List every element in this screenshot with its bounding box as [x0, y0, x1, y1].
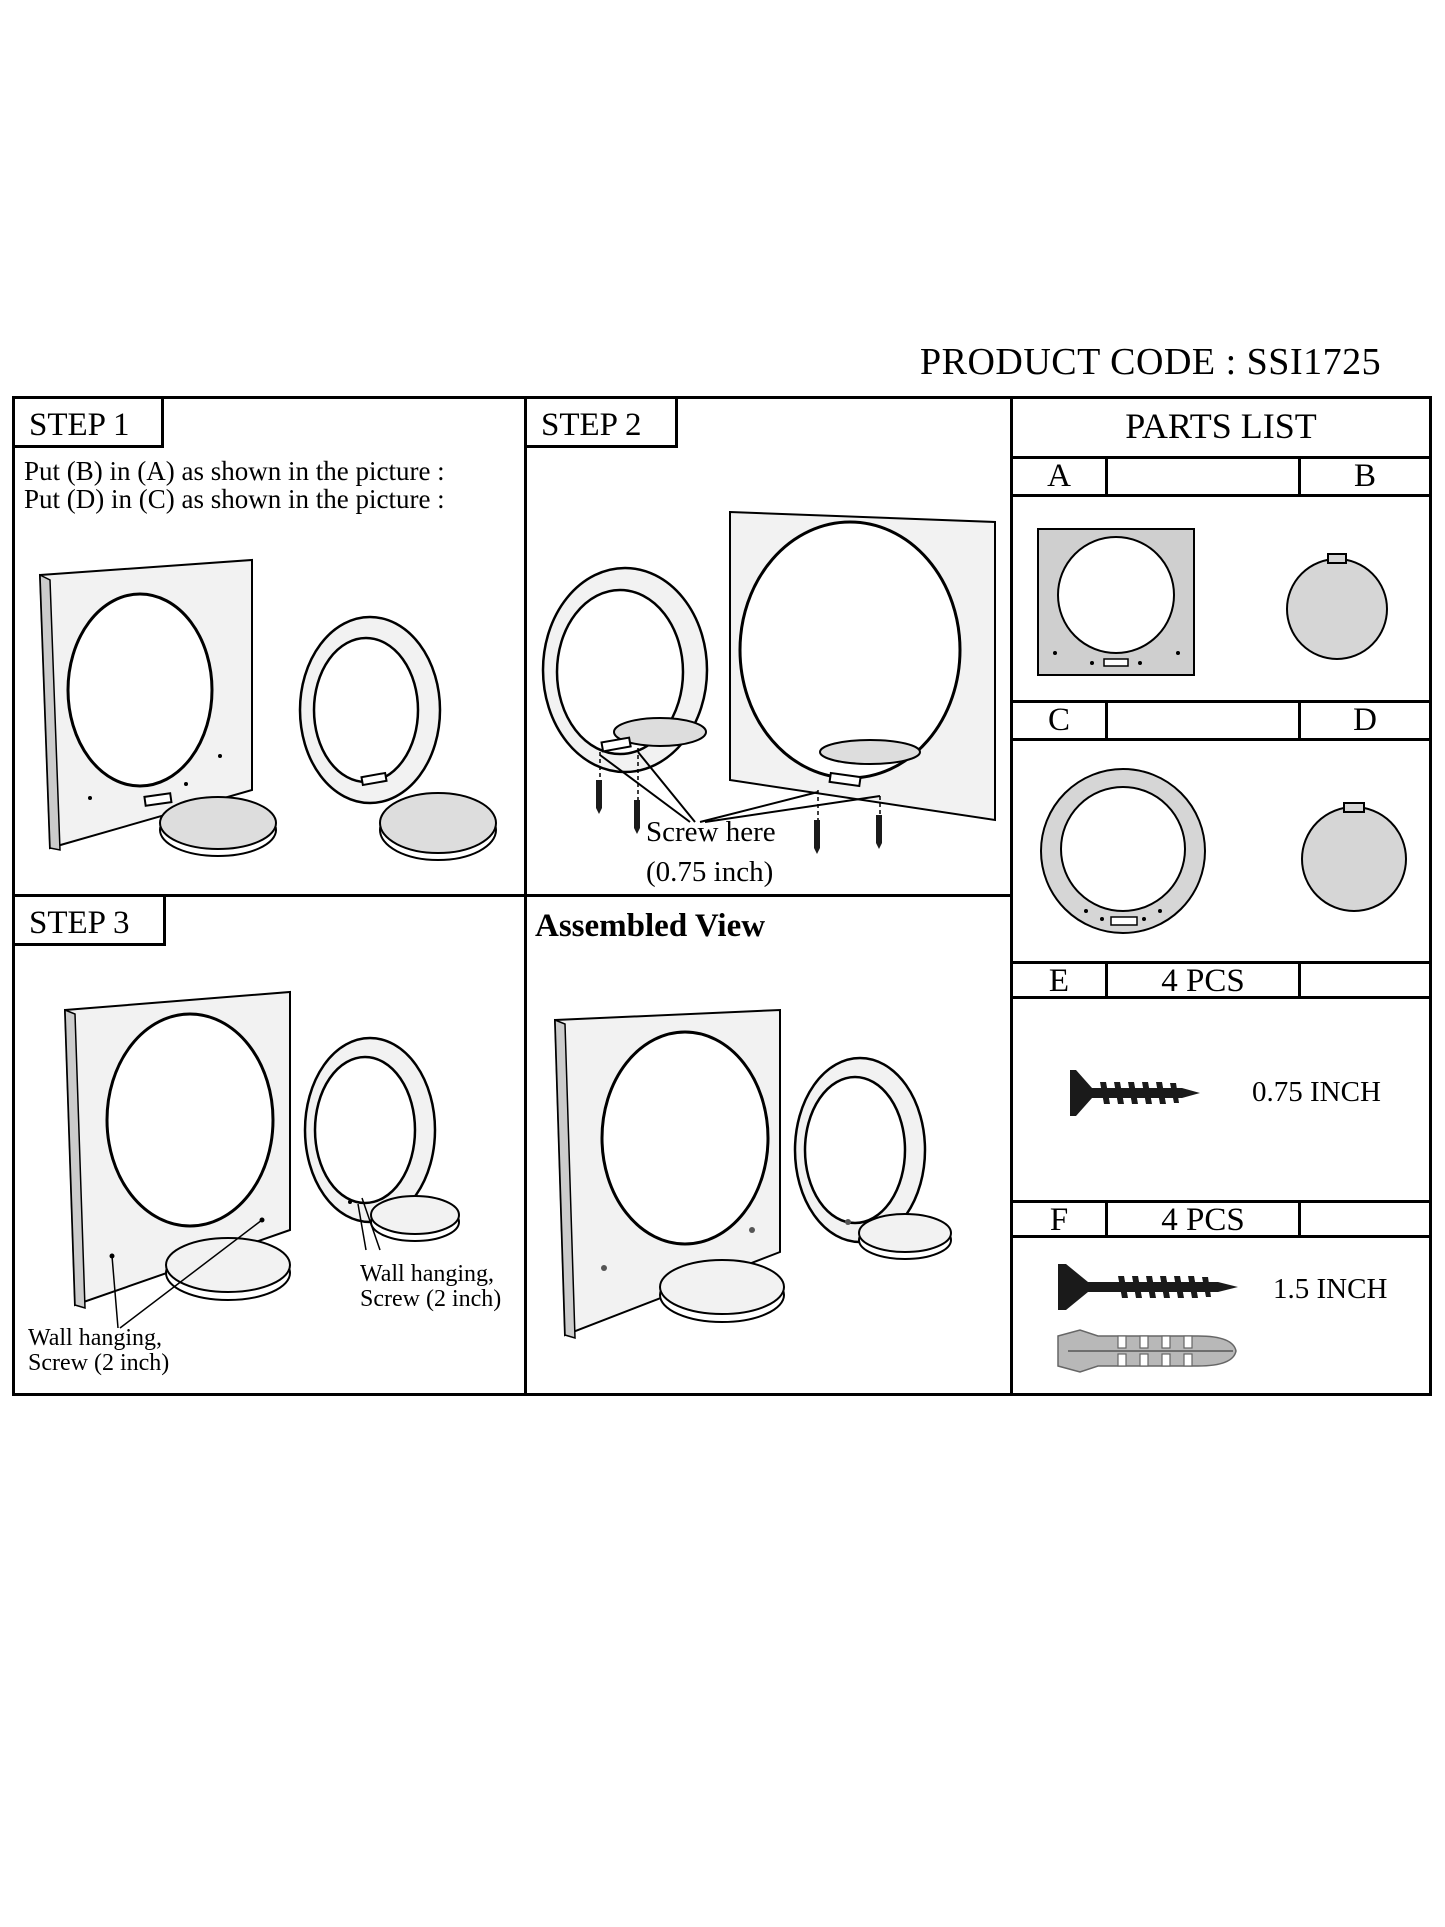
- screw-1-5-icon: [1058, 1262, 1258, 1312]
- step3-title: STEP 3: [12, 894, 166, 946]
- part-b-label: B: [1298, 456, 1432, 497]
- part-cd-blank: [1105, 700, 1301, 741]
- part-a-label: A: [1010, 456, 1108, 497]
- parts-list-title: PARTS LIST: [1125, 406, 1317, 446]
- part-e-size: 0.75 INCH: [1252, 1076, 1381, 1108]
- step2-title: STEP 2: [524, 396, 678, 448]
- parts-cd-illustration: [1010, 741, 1432, 961]
- part-c-label: C: [1010, 700, 1108, 741]
- part-ab-blank: [1105, 456, 1301, 497]
- part-e-quantity: 4 PCS: [1105, 961, 1301, 999]
- wall-anchor-icon: [1058, 1326, 1238, 1376]
- screw-0-75-icon: [1070, 1068, 1220, 1118]
- step2-callout-2: (0.75 inch): [646, 856, 774, 888]
- assembled-view-title: Assembled View: [535, 908, 766, 944]
- step3-note-right-2: Screw (2 inch): [360, 1286, 502, 1312]
- product-code: PRODUCT CODE : SSI1725: [920, 341, 1382, 383]
- step3-note-left-2: Screw (2 inch): [28, 1350, 170, 1376]
- step1-illustration: [30, 540, 510, 880]
- step1-instruction-1: Put (B) in (A) as shown in the picture :: [24, 456, 445, 486]
- step3-note-left-1: Wall hanging,: [28, 1325, 163, 1351]
- parts-ab-illustration: [1010, 497, 1432, 700]
- part-f-label: F: [1010, 1200, 1108, 1238]
- part-f-size: 1.5 INCH: [1273, 1273, 1388, 1305]
- part-f-blank: [1298, 1200, 1432, 1238]
- step2-callout-1: Screw here: [646, 816, 776, 848]
- step1-title: STEP 1: [12, 396, 164, 448]
- step3-note-right-1: Wall hanging,: [360, 1261, 495, 1287]
- part-e-label: E: [1010, 961, 1108, 999]
- step1-instruction-2: Put (D) in (C) as shown in the picture :: [24, 484, 445, 514]
- part-d-label: D: [1298, 700, 1432, 741]
- part-e-blank: [1298, 961, 1432, 999]
- part-f-quantity: 4 PCS: [1105, 1200, 1301, 1238]
- assembled-illustration: [550, 1000, 1000, 1340]
